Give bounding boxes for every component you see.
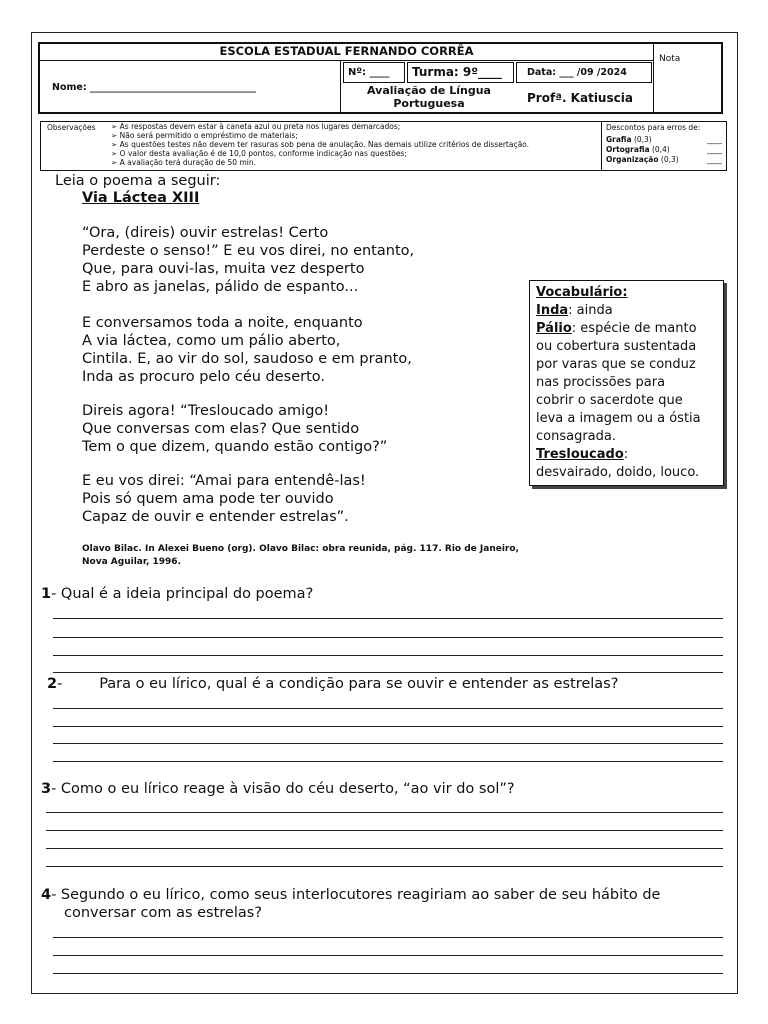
data-field[interactable]: Data: ___ /09 /2024: [516, 62, 652, 83]
poem-line: Direis agora! “Tresloucado amigo!: [82, 403, 330, 419]
poem-line: “Ora, (direis) ouvir estrelas! Certo: [82, 225, 329, 241]
poem-line: Cintila. E, ao vir do sol, saudoso e em pranto,: [82, 351, 412, 367]
answer-line[interactable]: [46, 830, 723, 831]
nota-label: Nota: [659, 54, 681, 64]
answer-line[interactable]: [53, 761, 723, 762]
poem-line: Perdeste o senso!” E eu vos direi, no entanto,: [82, 243, 415, 259]
vocabulario-title: Vocabulário:: [536, 285, 628, 300]
avaliacao-line1: Avaliação de Língua: [367, 84, 491, 97]
answer-line[interactable]: [53, 743, 723, 744]
turma-field[interactable]: Turma: 9º____: [407, 62, 514, 83]
question-4: 4- Segundo o eu lírico, como seus interlocutores reagiriam ao saber de seu hábito de conversar com as estrelas?: [41, 887, 661, 921]
vocab-palio-line: consagrada.: [536, 429, 616, 444]
vocabulario-box: [529, 280, 724, 486]
avaliacao-title: [343, 84, 515, 110]
poem-stanza-4: [82, 472, 366, 526]
vocab-tresloucado: Tresloucado:: [536, 447, 629, 462]
poem-line: Pois só quem ama pode ter ouvido: [82, 491, 334, 507]
answer-line[interactable]: [53, 655, 723, 656]
obs-item-4: ➢ O valor desta avaliação é de 10,0 pontos, conforme indicação nas questões;: [111, 149, 407, 158]
descontos-list: [606, 135, 722, 165]
question-4-line-2: conversar com as estrelas?: [64, 905, 263, 921]
question-2: 2- Para o eu lírico, qual é a condição para se ouvir e entender as estrelas?: [47, 676, 619, 692]
vocab-tresloucado-def: desvairado, doido, louco.: [536, 465, 700, 480]
answer-line[interactable]: [46, 866, 723, 867]
answer-line[interactable]: [53, 955, 723, 956]
poem-line: E conversamos toda a noite, enquanto: [82, 315, 363, 331]
source-line-2: Nova Aguilar, 1996.: [82, 557, 181, 567]
obs-item-1: ➢ As respostas devem estar à caneta azul ou preta nos lugares demarcados;: [111, 122, 401, 131]
answer-line[interactable]: [53, 937, 723, 938]
desconto-grafia: Grafia (0,3) ____: [606, 135, 722, 144]
desconto-organizacao: Organização (0,3) ____: [606, 155, 722, 164]
vocab-palio-line: cobrir o sacerdote que: [536, 393, 683, 408]
poem-line: Inda as procuro pelo céu deserto.: [82, 369, 326, 385]
answer-line[interactable]: [53, 708, 723, 709]
nome-field[interactable]: Nome: ___________________________________: [52, 82, 257, 93]
poem-line: E eu vos direi: “Amai para entendê-las!: [82, 473, 366, 489]
answer-line[interactable]: [53, 618, 723, 619]
poem-line: E abro as janelas, pálido de espanto...: [82, 279, 359, 295]
poem-title: Via Láctea XIII: [82, 190, 200, 206]
poem-stanza-1: [82, 224, 414, 296]
numero-field[interactable]: Nº: ____: [343, 62, 405, 83]
professora-name: Profª. Katiuscia: [527, 91, 633, 105]
vocab-palio: Pálio: espécie de manto: [536, 321, 697, 336]
poem-stanza-2: [82, 314, 412, 386]
observacoes-label: Observações: [47, 123, 96, 132]
vocab-palio-line: por varas que se conduz: [536, 357, 696, 372]
vocab-palio-line: leva a imagem ou a óstia: [536, 411, 701, 426]
poem-line: Tem o que dizem, quando estão contigo?”: [82, 439, 388, 455]
answer-line[interactable]: [53, 637, 723, 638]
poem-stanza-3: [82, 402, 387, 456]
avaliacao-line2: Portuguesa: [393, 97, 465, 110]
nota-box: [653, 42, 723, 114]
answer-line[interactable]: [46, 812, 723, 813]
poem-line: Capaz de ouvir e entender estrelas”.: [82, 509, 349, 525]
answer-line[interactable]: [53, 672, 723, 673]
source-line-1: Olavo Bilac. In Alexei Bueno (org). Olavo Bilac: obra reunida, pág. 117. Rio de Janeiro,: [82, 544, 519, 554]
answer-line[interactable]: [46, 848, 723, 849]
answer-line[interactable]: [53, 726, 723, 727]
obs-item-5: ➢ A avaliação terá duração de 50 min.: [111, 158, 256, 167]
vocab-inda: Inda: ainda: [536, 303, 613, 318]
school-name: ESCOLA ESTADUAL FERNANDO CORRÊA: [40, 44, 653, 61]
obs-item-2: ➢ Não será permitido o empréstimo de materiais;: [111, 131, 298, 140]
intro-text: Leia o poema a seguir:: [55, 173, 221, 189]
obs-item-3: ➢ As questões testes não devem ter rasuras sob pena de anulação. Nas demais utilize critérios de dissertação.: [111, 140, 530, 149]
poem-line: A via láctea, como um pálio aberto,: [82, 333, 341, 349]
desconto-ortografia: Ortografia (0,4) ____: [606, 145, 722, 154]
question-1: 1- Qual é a ideia principal do poema?: [41, 586, 314, 602]
descontos-title: Descontos para erros de:: [606, 123, 701, 132]
poem-line: Que, para ouvi-las, muita vez desperto: [82, 261, 365, 277]
vocab-palio-line: nas procissões para: [536, 375, 666, 390]
vocab-palio-line: ou cobertura sustentada: [536, 339, 697, 354]
question-3: 3- Como o eu lírico reage à visão do céu deserto, “ao vir do sol”?: [41, 781, 515, 797]
answer-line[interactable]: [53, 973, 723, 974]
observacoes-list: [111, 122, 601, 167]
poem-source: [82, 543, 519, 569]
poem-line: Que conversas com elas? Que sentido: [82, 421, 360, 437]
